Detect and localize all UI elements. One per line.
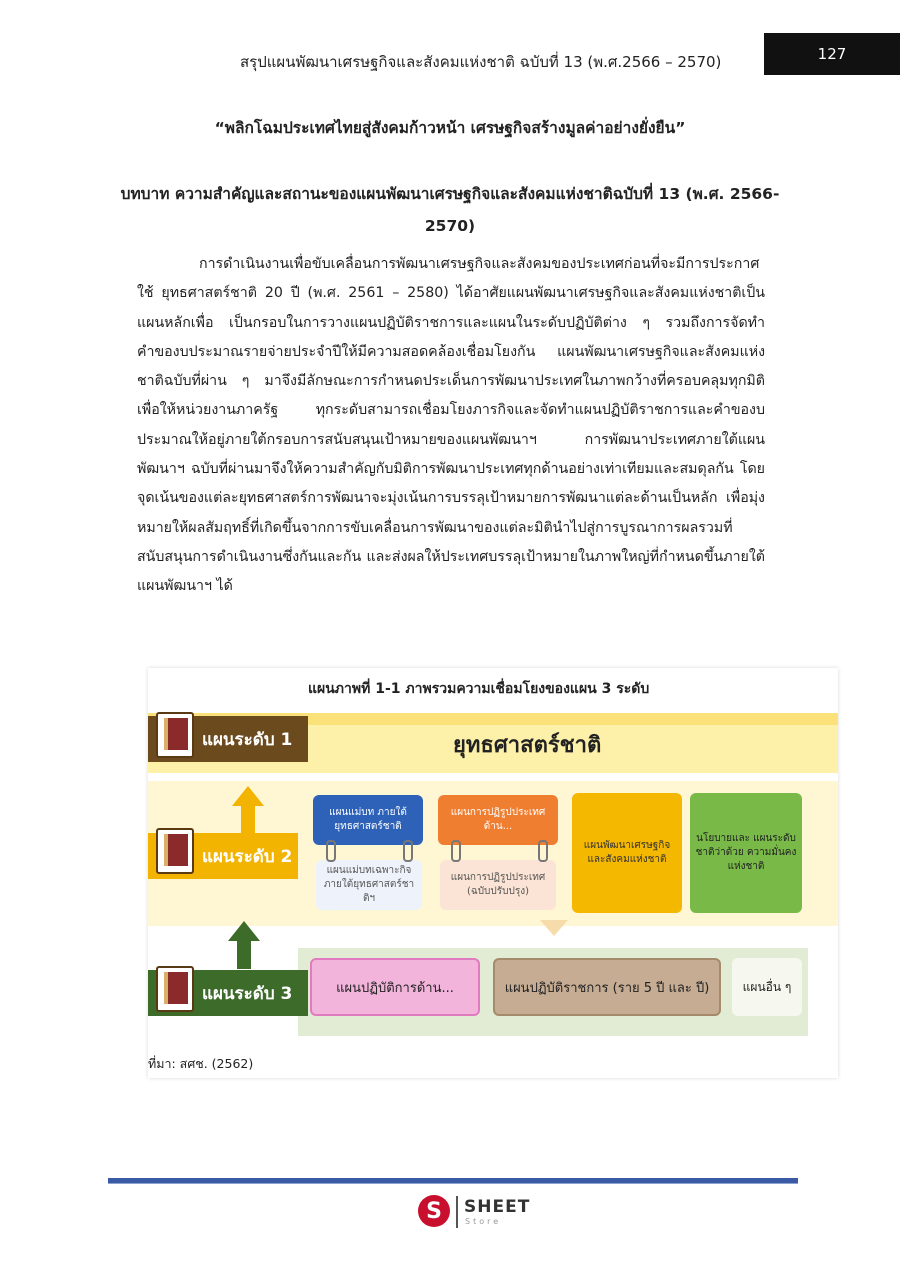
running-header: สรุปแผนพัฒนาเศรษฐกิจและสังคมแห่งชาติ ฉบับที่ 13 (พ.ศ.2566 – 2570): [240, 53, 722, 71]
card-nesdp: แผนพัฒนาเศรษฐกิจ และสังคมแห่งชาติ: [572, 793, 682, 913]
body-paragraph: การดำเนินงานเพื่อขับเคลื่อนการพัฒนาเศรษฐกิจและสังคมของประเทศก่อนที่จะมีการประกาศใช้ ยุทธศาสตร์ชาติ 20 ปี (พ.ศ. 2561 – 2580) ได้อาศัยแผนพัฒนาเศรษฐกิจและสังคมแห่งชาติเป็นแผนหลักเพื่อ เป็นกรอบในการวางแผนปฏิบัติราชการและแผนในระดับปฏิบัติต่าง ๆ รวมถึงการจัดทำคำของบประมาณรายจ่ายประจำปีให้มีความสอดคล้องเชื่อมโยงกัน แผนพัฒนาเศรษฐกิจและสังคมแห่งชาติฉบับที่ผ่าน ๆ มาจึงมีลักษณะการกำหนดประเด็นการพัฒนาประเทศในภาพกว้างที่ครอบคลุมทุกมิติ เพื่อให้หน่วยงานภาครัฐ ทุกระดับสามารถเชื่อมโยงภารกิจและจัดทำแผนปฏิบัติราชการและคำของบประมาณให้อยู่ภายใต้กรอบการสนับสนุนเป้าหมายของแผนพัฒนาฯ การพัฒนาประเทศภายใต้แผนพัฒนาฯ ฉบับที่ผ่านมาจึงให้ความสำคัญกับมิติการพัฒนาประเทศทุกด้านอย่างเท่าเทียมและสมดุลกัน โดยจุดเน้นของแต่ละยุทธศาสตร์การพัฒนาจะมุ่งเน้นการบรรลุเป้าหมายการพัฒนาแต่ละด้านเป็นหลัก เพื่อมุ่งหมายให้ผลสัมฤทธิ์ที่เกิดขึ้นจากการขับเคลื่อนการพัฒนาของแต่ละมิตินำไปสู่การบูรณาการผลรวมที่สนับสนุนการดำเนินงานซึ่งกันและกัน และส่งผลให้ประเทศบรรลุเป้าหมายในภาพใหญ่ที่กำหนดขึ้นภายใต้แผนพัฒนาฯ ได้: [137, 256, 765, 595]
ring-icon: [326, 840, 336, 862]
ring-icon: [451, 840, 461, 862]
arrow-up-icon: [232, 786, 264, 806]
card-gov-action-plan: แผนปฏิบัติราชการ (ราย 5 ปี และ ปี): [493, 958, 721, 1016]
footer-divider: [108, 1178, 798, 1184]
card-reform-plan-sub: แผนการปฏิรูปประเทศ (ฉบับปรับปรุง): [440, 860, 556, 910]
figure-plan-levels: [148, 668, 838, 1078]
card-master-plan: แผนแม่บท ภายใต้ยุทธศาสตร์ชาติ: [313, 795, 423, 845]
card-master-plan-sub: แผนแม่บทเฉพาะกิจ ภายใต้ยุทธศาสตร์ชาติฯ: [316, 860, 422, 910]
arrow-up-stem: [237, 941, 251, 969]
level2-label: แผนระดับ 2: [202, 846, 293, 867]
logo-subtext: Store: [465, 1217, 502, 1226]
ring-icon: [403, 840, 413, 862]
logo-text: SHEET: [464, 1197, 531, 1217]
book-icon: [156, 966, 194, 1012]
level1-label: แผนระดับ 1: [202, 729, 293, 750]
card-other-plans: แผนอื่น ๆ: [732, 958, 802, 1016]
arrow-down-icon: [540, 920, 568, 936]
book-icon: [156, 712, 194, 758]
book-icon: [156, 828, 194, 874]
figure-source: ที่มา: สศช. (2562): [148, 1056, 254, 1071]
figure-title: แผนภาพที่ 1-1 ภาพรวมความเชื่อมโยงของแผน 3 ระดับ: [308, 681, 650, 697]
card-action-plan: แผนปฏิบัติการด้าน...: [310, 958, 480, 1016]
card-reform-plan: แผนการปฏิรูปประเทศ ด้าน...: [438, 795, 558, 845]
ring-icon: [538, 840, 548, 862]
page-number: 127: [764, 33, 900, 75]
national-strategy: ยุทธศาสตร์ชาติ: [453, 732, 602, 758]
arrow-up-stem: [241, 806, 255, 834]
quote-title: “พลิกโฉมประเทศไทยสู่สังคมก้าวหน้า เศรษฐกิจสร้างมูลค่าอย่างยั่งยืน”: [214, 119, 686, 137]
card-security-policy: นโยบายและ แผนระดับชาติว่าด้วย ความมั่นคงแห่งชาติ: [690, 793, 802, 913]
arrow-up-icon: [228, 921, 260, 941]
logo-divider: [456, 1196, 458, 1228]
sheet-store-logo-icon: S: [418, 1195, 450, 1227]
level3-label: แผนระดับ 3: [202, 983, 293, 1004]
section-title: บทบาท ความสำคัญและสถานะของแผนพัฒนาเศรษฐกิจและสังคมแห่งชาติฉบับที่ 13 (พ.ศ. 2566-2570): [120, 185, 780, 235]
